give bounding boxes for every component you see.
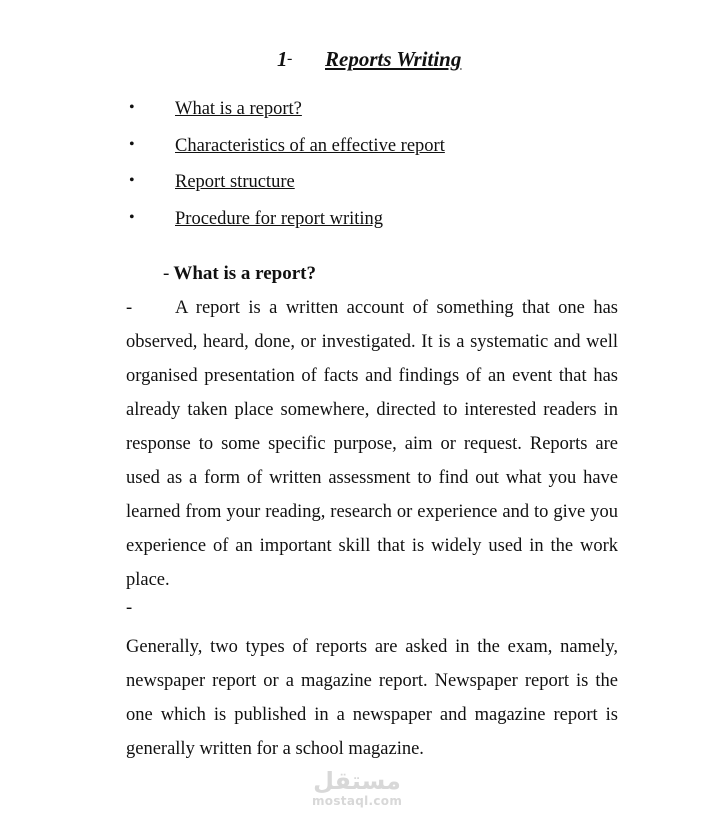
topic-list-item bbox=[0, 99, 712, 136]
topic-link-characteristics[interactable]: Characteristics of an effective report bbox=[175, 135, 445, 156]
topic-list-item bbox=[0, 209, 712, 246]
paragraph-types bbox=[126, 630, 618, 766]
topic-list-item bbox=[0, 136, 712, 173]
topic-list bbox=[0, 99, 712, 246]
section-heading bbox=[163, 263, 316, 285]
bullet-icon: • bbox=[129, 209, 135, 227]
bullet-icon: • bbox=[129, 99, 135, 116]
topic-link-what-is-report[interactable]: What is a report? bbox=[175, 99, 302, 119]
bullet-icon: • bbox=[129, 135, 135, 153]
section-heading-dash: - bbox=[163, 263, 170, 284]
bullet-icon: • bbox=[129, 172, 135, 190]
chapter-dash: - bbox=[287, 50, 293, 67]
paragraph-definition-text: A report is a written account of something that one has observed, heard, done, or investigated. It is a systematic and well organised presentation of facts and findings of an event that has already taken place somewhere, directed to interested readers in response to some specific purpose, aim or request. Reports are used as a form of written assessment to find out what you have learned from your reading, research or experience and to give you experience of an important skill that is widely used in the work place. bbox=[126, 298, 618, 590]
watermark-arabic: مستقل bbox=[313, 767, 401, 795]
watermark-logo bbox=[312, 768, 402, 808]
paragraph-definition bbox=[126, 291, 618, 597]
chapter-number: 1 bbox=[277, 47, 288, 71]
paragraph-dash: - bbox=[126, 298, 133, 318]
topic-link-procedure[interactable]: Procedure for report writing bbox=[175, 209, 384, 230]
chapter-title: Reports Writing bbox=[325, 47, 462, 71]
watermark-latin: mostaql.com bbox=[312, 794, 403, 808]
section-heading-text: What is a report? bbox=[173, 263, 316, 284]
paragraph-types-text: Generally, two types of reports are asked in the exam, namely, newspaper report or a magazine report. Newspaper report is the one which is published in a newspaper and magazine report is generally written for a school magazine. bbox=[126, 637, 618, 759]
separator-dash: - bbox=[126, 598, 133, 618]
topic-list-item bbox=[0, 172, 712, 209]
topic-link-report-structure[interactable]: Report structure bbox=[175, 172, 295, 193]
chapter-heading bbox=[0, 44, 712, 74]
